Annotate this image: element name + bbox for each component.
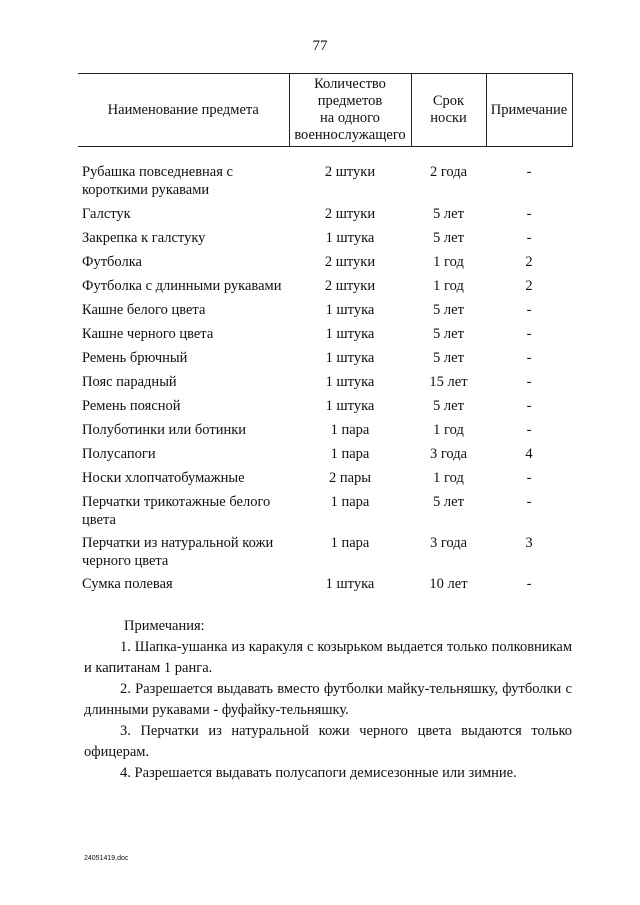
- cell-quantity: 1 пара: [330, 535, 370, 551]
- cell-note: 2: [525, 254, 533, 270]
- cell-item: [78, 575, 289, 599]
- cell-item-line: Ремень брючный: [82, 350, 188, 366]
- cell-item: [78, 205, 289, 229]
- cell-note: -: [526, 206, 532, 222]
- cell-item-line: Футболка: [82, 254, 142, 270]
- cell-item-line: Полуботинки или ботинки: [82, 422, 247, 438]
- cell-item-line: Перчатки из натуральной кожи: [82, 535, 274, 551]
- header-note: [486, 74, 572, 147]
- cell-item: [78, 277, 289, 301]
- note-item: 4. Разрешается выдавать полусапоги демисезонные или зимние.: [120, 765, 517, 781]
- cell-item: [78, 421, 289, 445]
- table-row: [78, 373, 572, 397]
- cell-item: [78, 469, 289, 493]
- table-row: [78, 493, 572, 534]
- cell-quantity: 2 штуки: [324, 206, 376, 222]
- cell-term: 10 лет: [429, 576, 468, 592]
- cell-item: [78, 325, 289, 349]
- table-row: [78, 575, 572, 599]
- table-row: [78, 421, 572, 445]
- cell-item-line: черного цвета: [82, 553, 169, 569]
- notes-section: [84, 616, 572, 784]
- cell-item-line: Кашне белого цвета: [82, 302, 206, 318]
- table-row: [78, 325, 572, 349]
- page-number: 77: [312, 38, 328, 54]
- header-quantity-line: военнослужащего: [294, 127, 406, 143]
- cell-item: [78, 229, 289, 253]
- header-term-line: Срок: [432, 93, 465, 109]
- cell-term: 5 лет: [433, 206, 464, 222]
- cell-quantity: 1 штука: [325, 230, 375, 246]
- cell-term: 5 лет: [433, 494, 464, 510]
- cell-term: 5 лет: [433, 350, 464, 366]
- cell-item-line: Закрепка к галстуку: [82, 230, 206, 246]
- cell-term: 1 год: [433, 422, 464, 438]
- cell-note: -: [526, 350, 532, 366]
- table-row: [78, 229, 572, 253]
- cell-item-line: Футболка с длинными рукавами: [82, 278, 282, 294]
- table-header-row: [78, 74, 572, 147]
- table-row: [78, 469, 572, 493]
- notes-title: Примечания:: [124, 618, 205, 634]
- cell-note: -: [526, 164, 532, 180]
- cell-item-line: Сумка полевая: [82, 576, 173, 592]
- cell-term: 2 года: [429, 164, 468, 180]
- cell-term: 1 год: [433, 254, 464, 270]
- cell-note: 4: [525, 446, 533, 462]
- cell-quantity: 1 штука: [325, 302, 375, 318]
- header-quantity: [289, 74, 411, 147]
- header-item: [78, 74, 289, 147]
- cell-item: [78, 253, 289, 277]
- cell-term: 5 лет: [433, 302, 464, 318]
- cell-quantity: 1 пара: [330, 494, 370, 510]
- items-table-container: [78, 73, 572, 599]
- cell-item-line: Ремень поясной: [82, 398, 181, 414]
- cell-quantity: 1 штука: [325, 576, 375, 592]
- cell-quantity: 2 пары: [328, 470, 372, 486]
- cell-quantity: 2 штуки: [324, 254, 376, 270]
- cell-item-line: Пояс парадный: [82, 374, 177, 390]
- header-item-label: Наименование предмета: [107, 101, 259, 118]
- cell-item: [78, 445, 289, 469]
- table-body: [78, 147, 572, 600]
- cell-note: 2: [525, 278, 533, 294]
- cell-item: [78, 163, 289, 205]
- header-term-line: носки: [430, 110, 467, 126]
- cell-item: [78, 397, 289, 421]
- cell-item-line: короткими рукавами: [82, 182, 210, 198]
- cell-note: -: [526, 576, 532, 592]
- items-table: [78, 73, 573, 599]
- cell-quantity: 1 штука: [325, 326, 375, 342]
- cell-note: -: [526, 470, 532, 486]
- cell-note: -: [526, 302, 532, 318]
- cell-item-line: Полусапоги: [82, 446, 156, 462]
- cell-item-line: Рубашка повседневная с: [82, 164, 233, 180]
- header-quantity-line: предметов: [317, 93, 383, 109]
- cell-quantity: 1 пара: [330, 446, 370, 462]
- note-item: 2. Разрешается выдавать вместо футболки майку-тельняшку, футболки с длинными рукавами - фуфайку-тельняшку.: [84, 681, 572, 718]
- cell-term: 5 лет: [433, 230, 464, 246]
- cell-term: 5 лет: [433, 326, 464, 342]
- cell-term: 3 года: [429, 446, 468, 462]
- footer-doc-code: 24051419.doc: [84, 855, 129, 862]
- table-row: [78, 163, 572, 205]
- cell-term: 3 года: [429, 535, 468, 551]
- cell-quantity: 1 штука: [325, 350, 375, 366]
- note-item: 1. Шапка-ушанка из каракуля с козырьком выдается только полковникам и капитанам 1 ранга.: [84, 639, 572, 676]
- cell-quantity: 1 штука: [325, 398, 375, 414]
- cell-item-line: Кашне черного цвета: [82, 326, 214, 342]
- cell-note: -: [526, 326, 532, 342]
- cell-note: -: [526, 422, 532, 438]
- cell-item: [78, 301, 289, 325]
- cell-quantity: 1 пара: [330, 422, 370, 438]
- cell-item: [78, 534, 289, 575]
- header-term: [411, 74, 486, 147]
- cell-item: [78, 493, 289, 534]
- cell-note: -: [526, 494, 532, 510]
- table-row: [78, 301, 572, 325]
- table-row: [78, 534, 572, 575]
- cell-note: -: [526, 374, 532, 390]
- table-row: [78, 445, 572, 469]
- cell-item: [78, 349, 289, 373]
- cell-term: 15 лет: [429, 374, 468, 390]
- header-quantity-line: на одного: [320, 110, 380, 126]
- note-item: 3. Перчатки из натуральной кожи черного цвета выдаются только офицерам.: [84, 723, 572, 760]
- cell-term: 1 год: [433, 470, 464, 486]
- header-note-label: Примечание: [490, 101, 568, 118]
- table-row: [78, 205, 572, 229]
- cell-item-line: цвета: [82, 512, 116, 528]
- cell-quantity: 1 штука: [325, 374, 375, 390]
- cell-note: -: [526, 230, 532, 246]
- cell-item-line: Перчатки трикотажные белого: [82, 494, 271, 510]
- cell-quantity: 2 штуки: [324, 164, 376, 180]
- header-quantity-line: Количество: [314, 76, 386, 92]
- table-spacer-row: [78, 147, 572, 164]
- cell-note: 3: [525, 535, 533, 551]
- cell-term: 1 год: [433, 278, 464, 294]
- cell-term: 5 лет: [433, 398, 464, 414]
- cell-item-line: Носки хлопчатобумажные: [82, 470, 245, 486]
- cell-quantity: 2 штуки: [324, 278, 376, 294]
- table-row: [78, 397, 572, 421]
- cell-item: [78, 373, 289, 397]
- table-row: [78, 349, 572, 373]
- table-row: [78, 277, 572, 301]
- cell-item-line: Галстук: [82, 206, 131, 222]
- table-row: [78, 253, 572, 277]
- cell-note: -: [526, 398, 532, 414]
